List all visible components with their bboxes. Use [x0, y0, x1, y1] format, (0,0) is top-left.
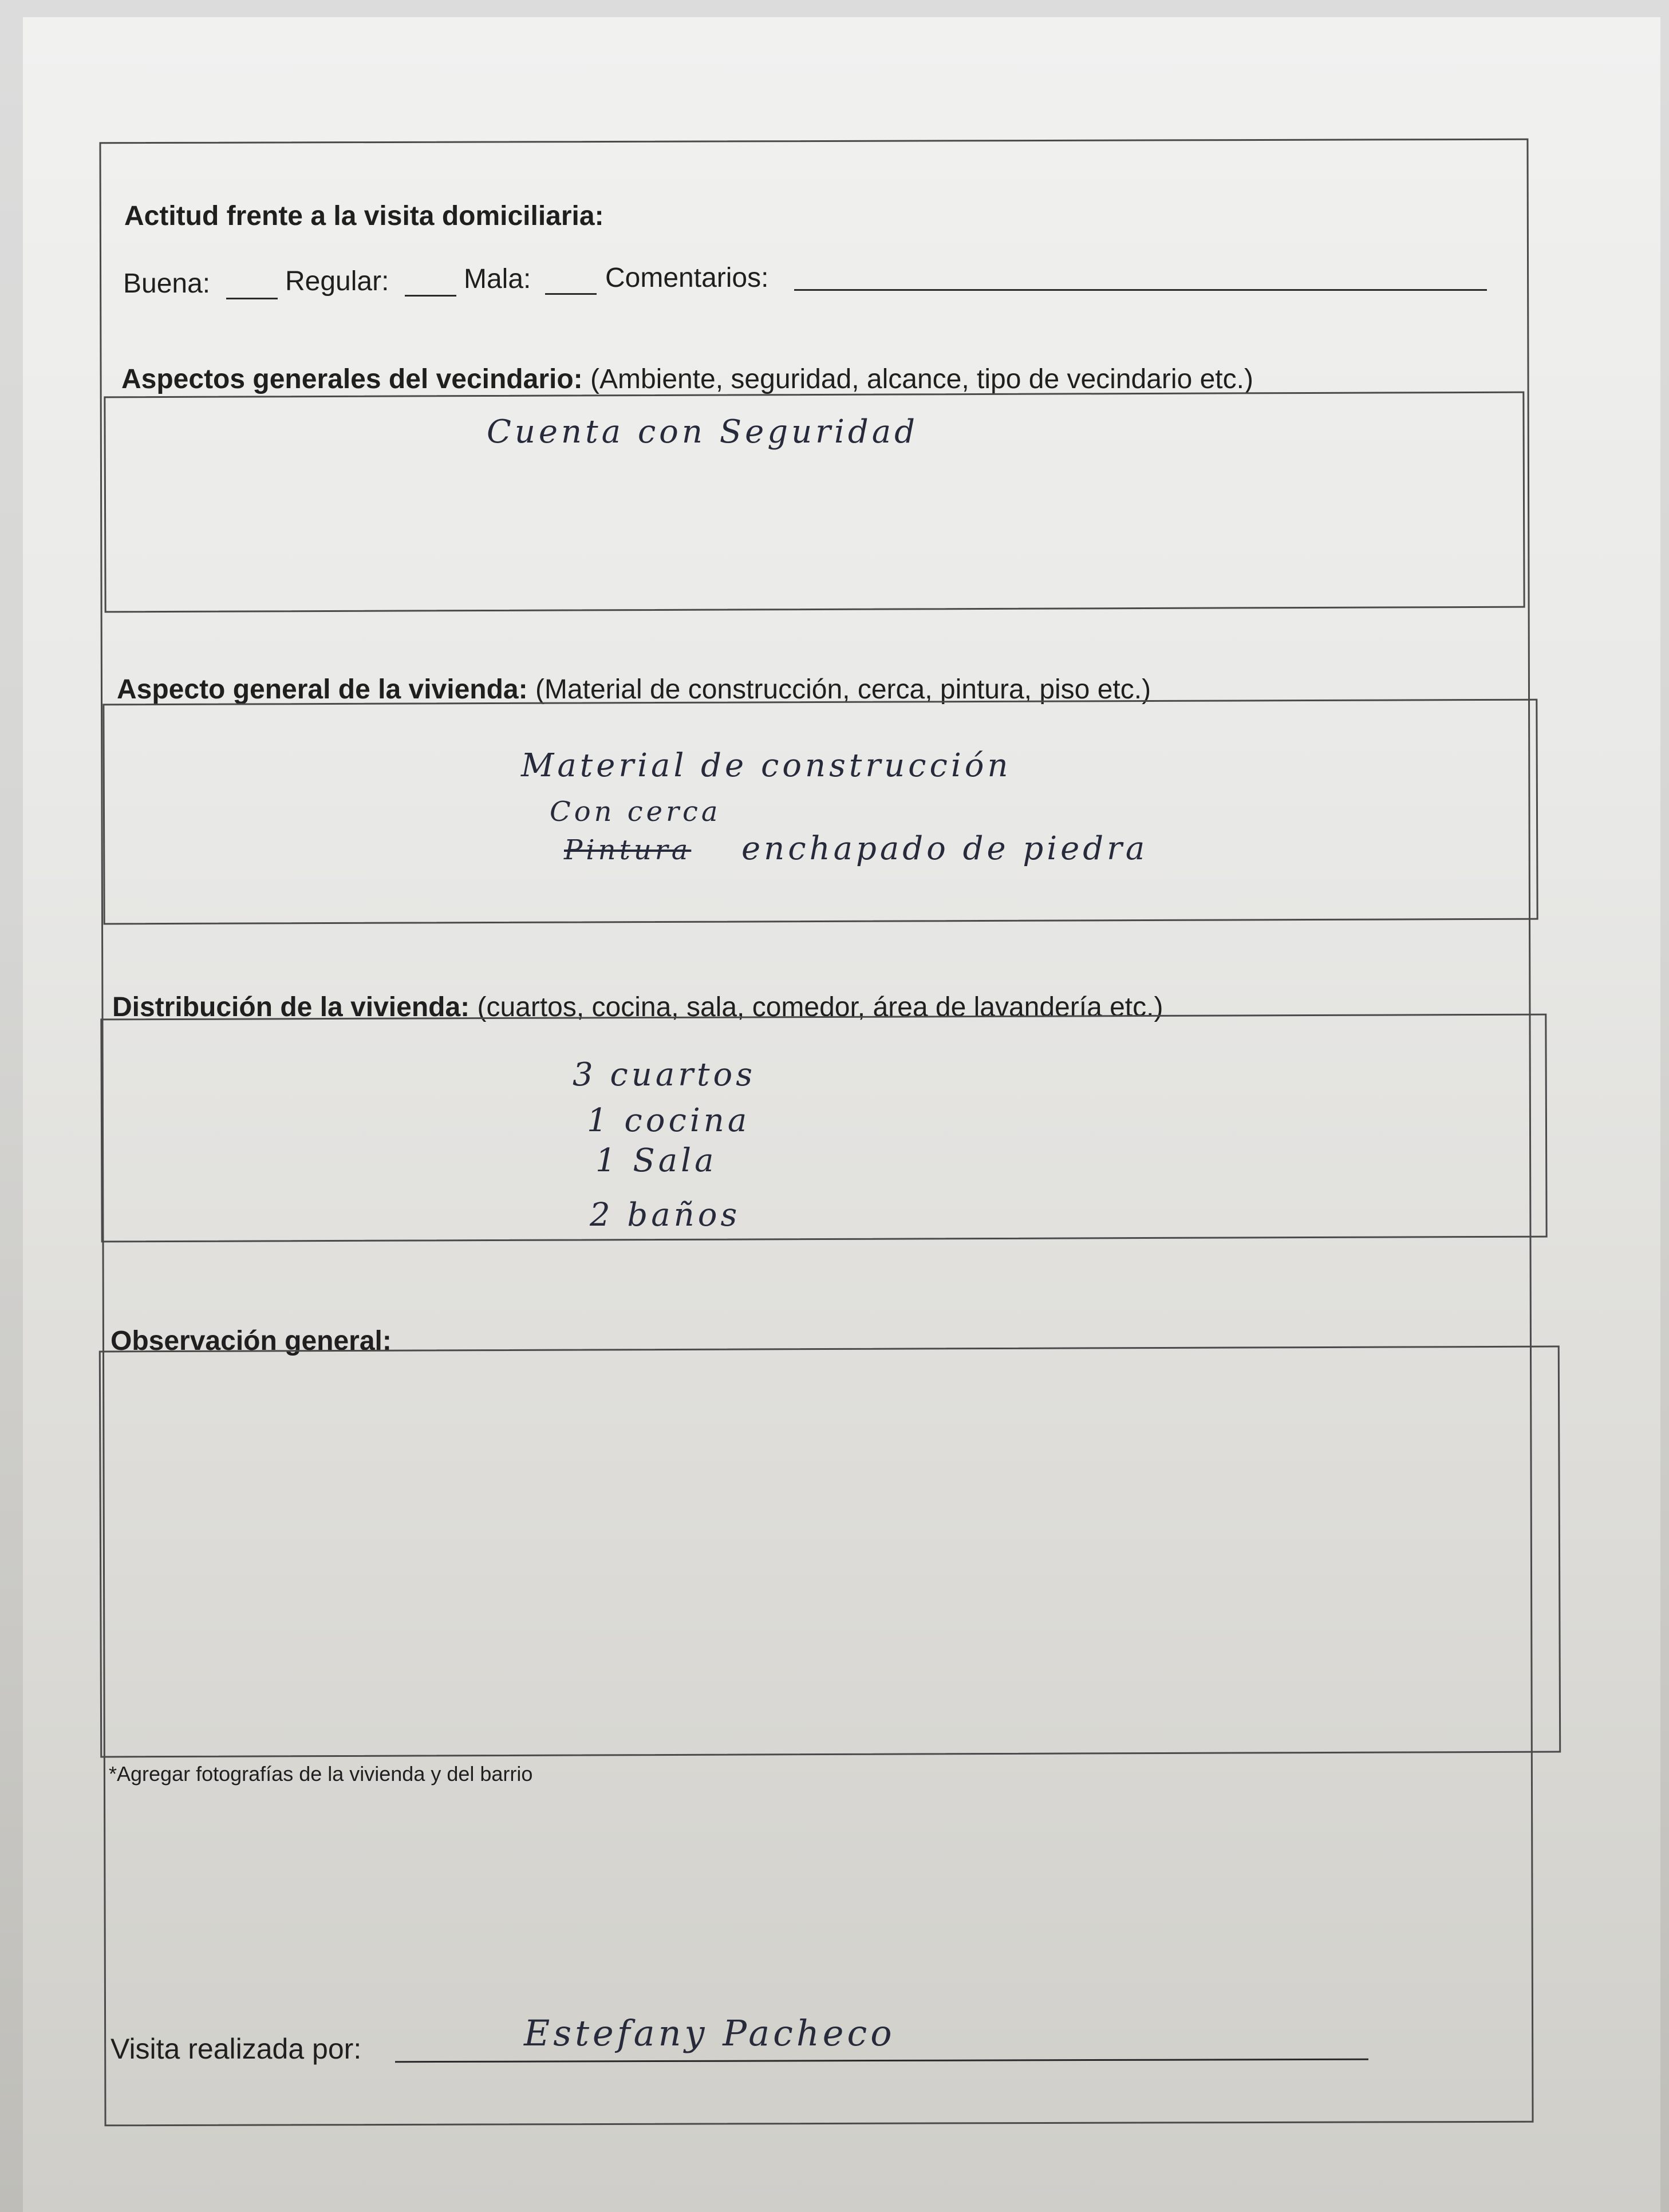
- distribution-hint: (cuartos, cocina, sala, comedor, área de lavandería etc.): [477, 992, 1163, 1022]
- attitude-comentarios-label: Comentarios:: [605, 263, 769, 293]
- distribution-handwriting-line-4: 2 baños: [590, 1196, 741, 1234]
- housing-aspect-hint: (Material de construcción, cerca, pintura, piso etc.): [535, 674, 1151, 705]
- attitude-comentarios-line: [794, 289, 1487, 291]
- neighborhood-title: Aspectos generales del vecindario:: [121, 364, 583, 394]
- attitude-mala-label: Mala:: [464, 264, 531, 294]
- housing-handwriting-line-3: Pintura: [564, 834, 692, 866]
- attitude-buena-label: Buena:: [123, 268, 211, 299]
- neighborhood-hint: (Ambiente, seguridad, alcance, tipo de vecindario etc.): [590, 364, 1253, 394]
- attitude-buena-blank: [226, 292, 278, 299]
- distribution-handwriting-line-2: 1 cocina: [587, 1102, 751, 1139]
- attitude-regular-label: Regular:: [285, 266, 389, 297]
- attitude-mala-blank: [545, 287, 597, 295]
- attitude-regular-blank: [405, 289, 456, 297]
- housing-aspect-box: [102, 699, 1538, 925]
- distribution-handwriting-line-1: 3 cuartos: [573, 1056, 756, 1093]
- housing-handwriting-line-1: Material de construcción: [521, 747, 1012, 784]
- photos-note: *Agregar fotografías de la vivienda y del barrio: [109, 1762, 533, 1786]
- distribution-title: Distribución de la vivienda:: [112, 992, 470, 1022]
- neighborhood-heading: [121, 364, 1253, 395]
- distribution-handwriting-line-3: 1 Sala: [595, 1142, 717, 1179]
- visit-label: Visita realizada por:: [111, 2033, 362, 2065]
- housing-handwriting-line-4: enchapado de piedra: [741, 830, 1149, 867]
- distribution-box: [100, 1014, 1547, 1243]
- visit-signature-name: Estefany Pacheco: [524, 2012, 895, 2054]
- attitude-title: Actitud frente a la visita domiciliaria:: [124, 201, 604, 231]
- housing-aspect-title: Aspecto general de la vivienda:: [117, 674, 528, 705]
- observation-title: Observación general:: [111, 1326, 392, 1356]
- neighborhood-handwriting: Cuenta con Seguridad: [487, 413, 918, 451]
- housing-handwriting-line-2: Con cerca: [550, 796, 721, 828]
- observation-box: [99, 1346, 1561, 1758]
